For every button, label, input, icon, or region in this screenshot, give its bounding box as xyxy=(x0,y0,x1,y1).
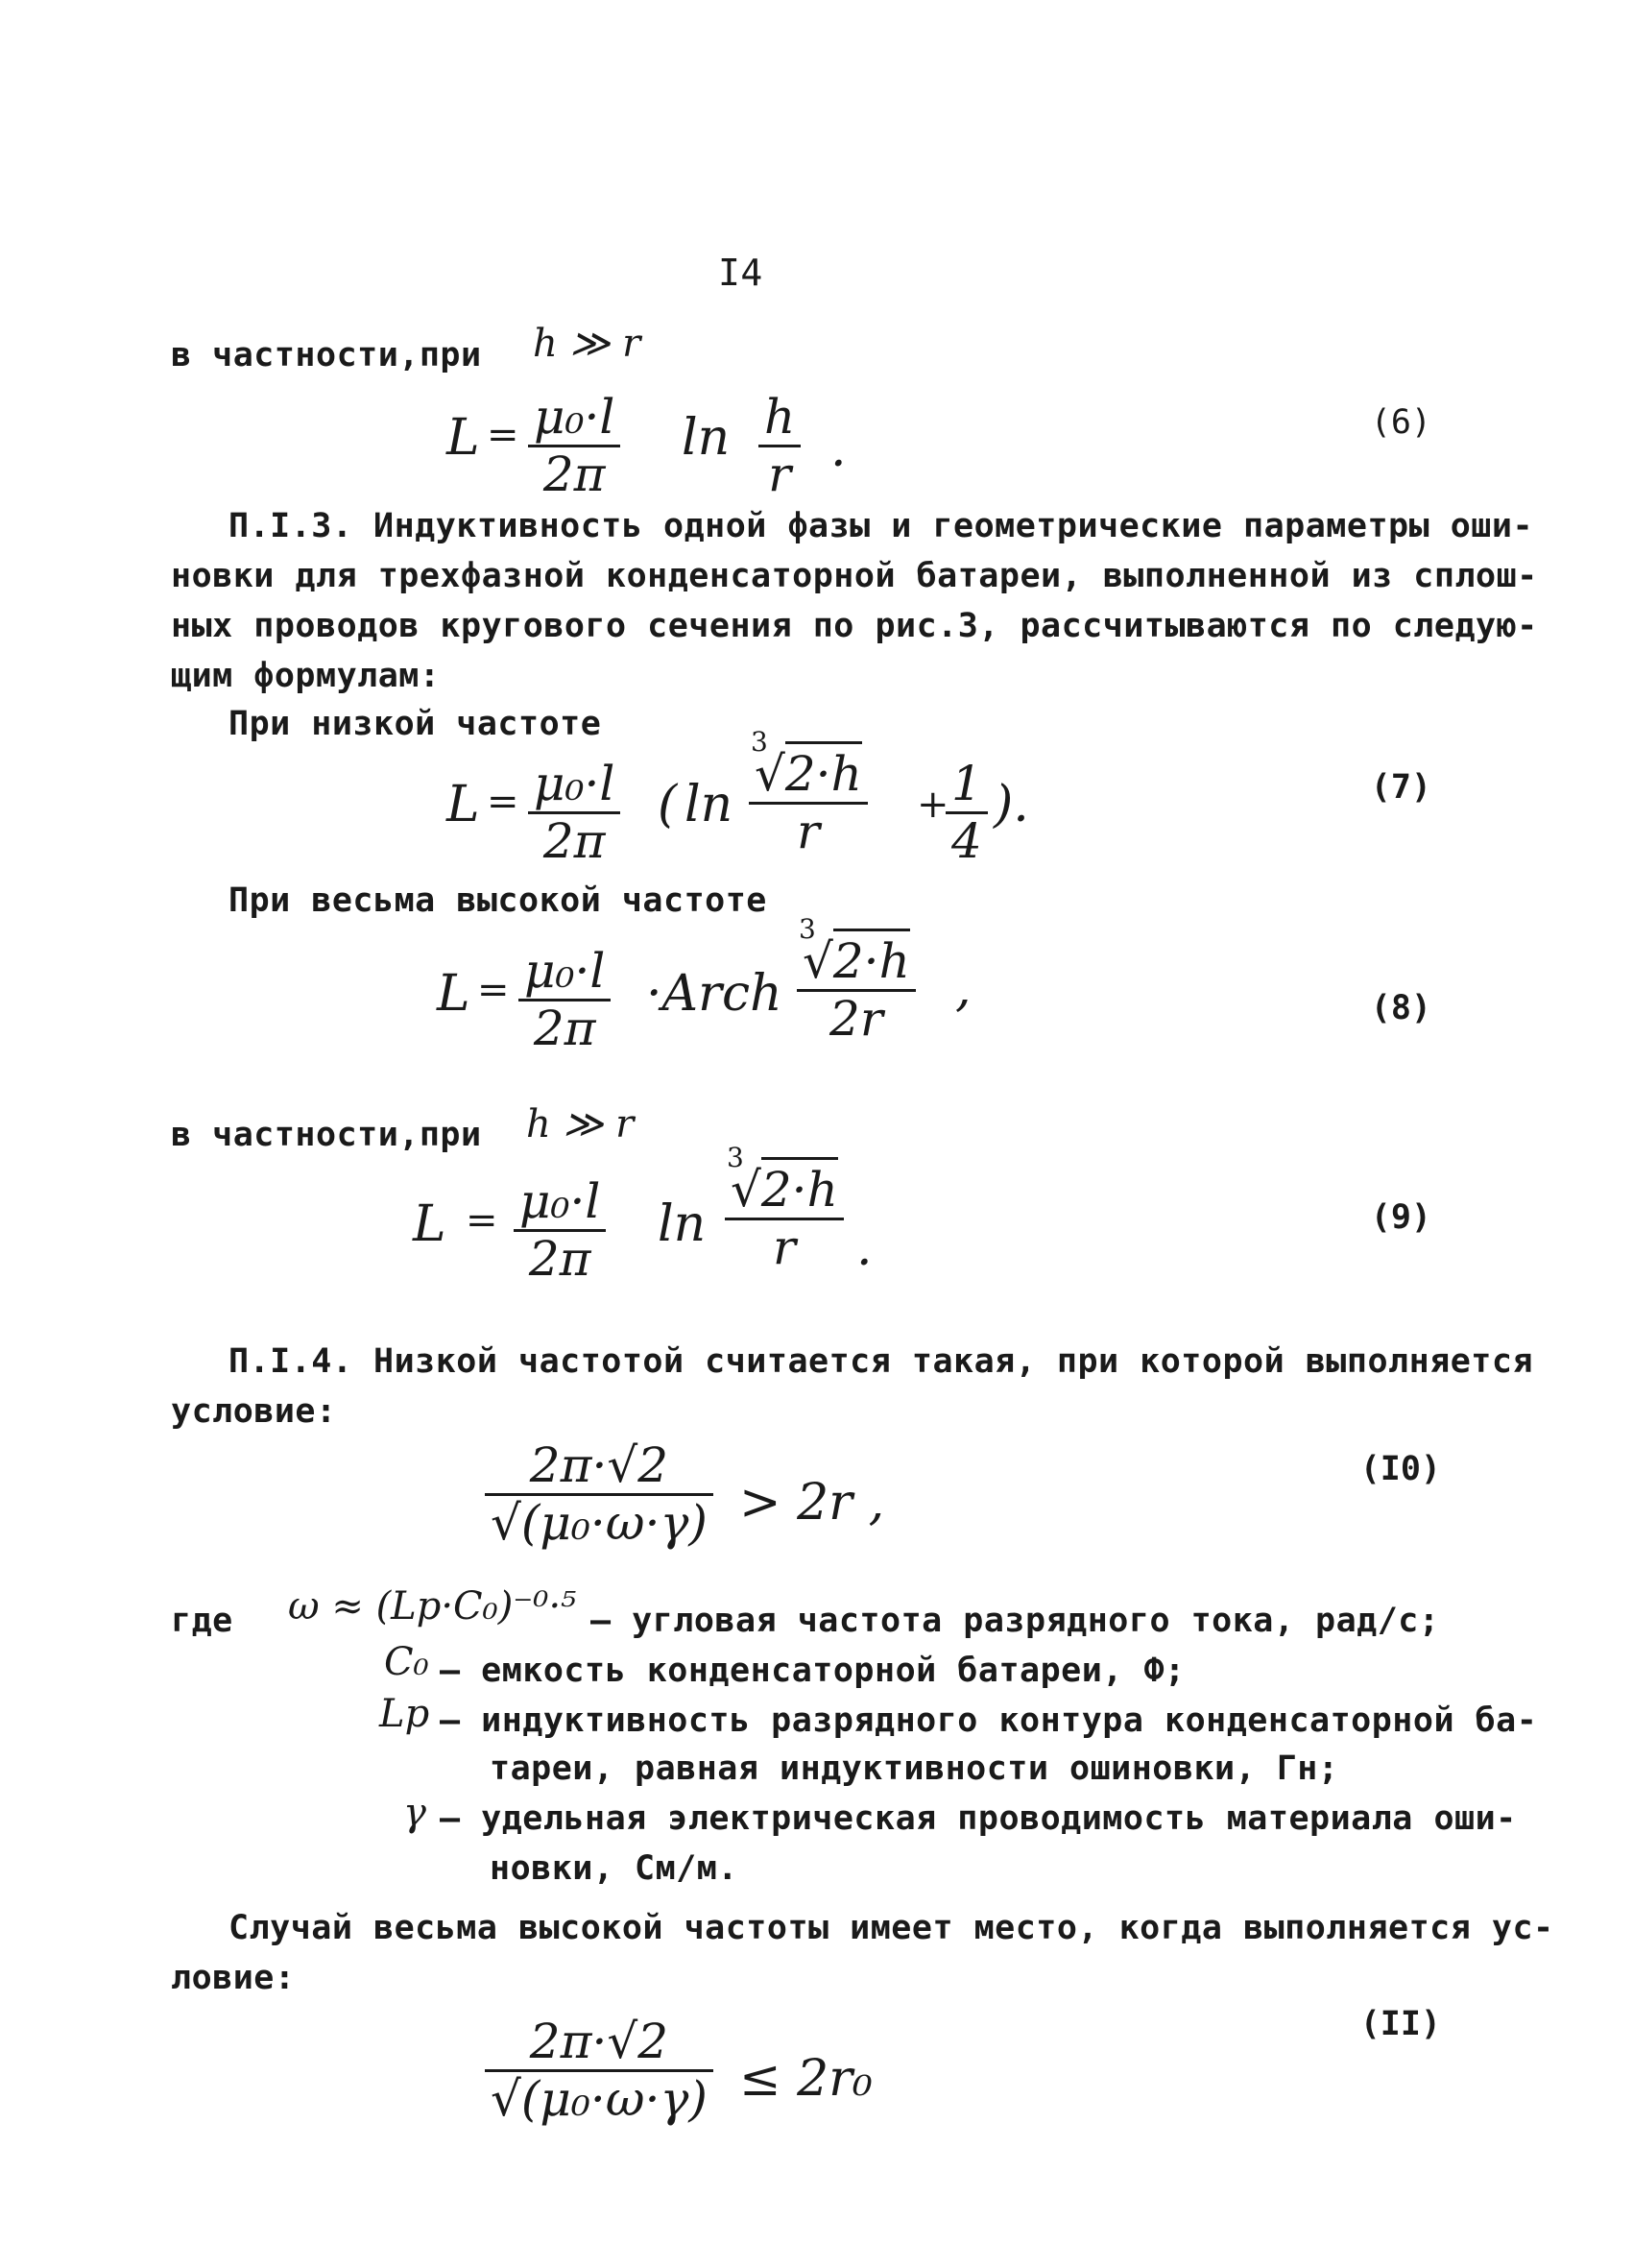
formula-7-lhs: L xyxy=(446,776,480,833)
paragraph-p13-line2: новки для трехфазной конденсаторной батареи, выполненной из сплош- xyxy=(171,557,1538,595)
formula-8 xyxy=(437,913,974,1056)
paragraph-p13-line1: П.I.3. Индуктивность одной фазы и геометрические параметры оши- xyxy=(228,507,1534,545)
high-frequency-heading: При весьма высокой частоте xyxy=(228,881,767,920)
paragraph-p15-line1: Случай весьма высокой частоты имеет место, когда выполняется ус- xyxy=(228,1909,1554,1947)
paragraph-p13-line3: ных проводов кругового сечения по рис.3, рассчитываются по следую- xyxy=(171,607,1538,645)
formula-6 xyxy=(446,389,878,502)
formula-11-fraction: 2π·√2 √(μ₀·ω·γ) xyxy=(485,2016,713,2124)
formula-9 xyxy=(413,1142,893,1287)
formula-7-rparen: ). xyxy=(994,776,1029,833)
condition-prefix-1: в частности,при xyxy=(171,336,482,374)
formula-7-plus: + xyxy=(917,783,949,827)
formula-7-lparen: ( xyxy=(658,776,678,833)
formula-6-ln: ln xyxy=(682,409,731,467)
formula-9-dot: . xyxy=(856,1219,873,1277)
gamma-description-line1: – удельная электрическая проводимость материала оши- xyxy=(440,1799,1517,1838)
equation-number-6: (6) xyxy=(1370,403,1431,442)
condition-formula-2: h ≫ r xyxy=(526,1102,635,1146)
condition-prefix-2: в частности,при xyxy=(171,1116,482,1154)
lp-symbol: Lp xyxy=(379,1692,430,1736)
formula-6-eq: = xyxy=(487,413,519,457)
page-number: I4 xyxy=(718,252,763,294)
gamma-description-line2: новки, См/м. xyxy=(490,1849,738,1888)
formula-6-ratio: h r xyxy=(758,392,801,499)
omega-description: – угловая частота разрядного тока, рад/с; xyxy=(590,1602,1440,1640)
lp-description-line1: – индуктивность разрядного контура конденсаторной ба- xyxy=(440,1701,1538,1740)
formula-11 xyxy=(485,2007,907,2151)
formula-8-arch: ·Arch xyxy=(646,965,782,1023)
c0-description: – емкость конденсаторной батареи, Ф; xyxy=(440,1652,1186,1690)
formula-10-rhs: > 2r , xyxy=(739,1474,885,1532)
formula-7-root-ratio: 3 √2·h r xyxy=(749,749,868,857)
formula-7-ln: ln xyxy=(684,776,733,833)
formula-10-fraction: 2π·√2 √(μ₀·ω·γ) xyxy=(485,1440,713,1548)
formula-6-dot: . xyxy=(830,421,847,478)
formula-8-eq: = xyxy=(477,968,510,1012)
equation-number-8: (8) xyxy=(1370,989,1431,1027)
formula-9-lhs: L xyxy=(413,1195,446,1253)
formula-8-coef: μ₀·l 2π xyxy=(518,946,611,1053)
formula-8-lhs: L xyxy=(437,965,470,1023)
formula-7-coef: μ₀·l 2π xyxy=(528,759,620,866)
formula-9-eq: = xyxy=(466,1198,498,1243)
formula-7 xyxy=(446,726,1029,869)
formula-9-ln: ln xyxy=(658,1195,707,1253)
paragraph-p15-line2: ловие: xyxy=(171,1959,296,1997)
formula-7-quarter: 1 4 xyxy=(946,759,988,866)
formula-8-comma: , xyxy=(955,960,972,1018)
formula-9-root-ratio: 3 √2·h r xyxy=(725,1165,844,1272)
condition-formula-1: h ≫ r xyxy=(533,322,641,366)
gamma-symbol: γ xyxy=(403,1791,426,1835)
equation-number-7: (7) xyxy=(1370,768,1431,807)
lp-description-line2: тареи, равная индуктивности ошиновки, Гн; xyxy=(490,1749,1339,1788)
omega-definition: ω ≈ (Lp·C₀)⁻⁰·⁵ xyxy=(288,1584,577,1629)
formula-7-eq: = xyxy=(487,780,519,824)
where-label: где xyxy=(171,1602,233,1640)
paragraph-p13-line4: щим формулам: xyxy=(171,657,441,695)
formula-6-coef: μ₀·l 2π xyxy=(528,392,620,499)
equation-number-11: (II) xyxy=(1359,2005,1441,2043)
formula-10 xyxy=(485,1431,907,1575)
formula-9-coef: μ₀·l 2π xyxy=(514,1176,606,1284)
paragraph-p14-line2: условие: xyxy=(171,1392,337,1431)
equation-number-9: (9) xyxy=(1370,1198,1431,1237)
formula-8-root-ratio: 3 √2·h 2r xyxy=(797,936,916,1044)
formula-6-lhs: L xyxy=(446,409,480,467)
formula-11-rhs: ≤ 2r₀ xyxy=(739,2050,873,2108)
low-frequency-heading: При низкой частоте xyxy=(228,705,602,743)
equation-number-10: (I0) xyxy=(1359,1450,1441,1488)
paragraph-p14-line1: П.I.4. Низкой частотой считается такая, при которой выполняется xyxy=(228,1342,1534,1381)
c0-symbol: C₀ xyxy=(384,1640,429,1684)
